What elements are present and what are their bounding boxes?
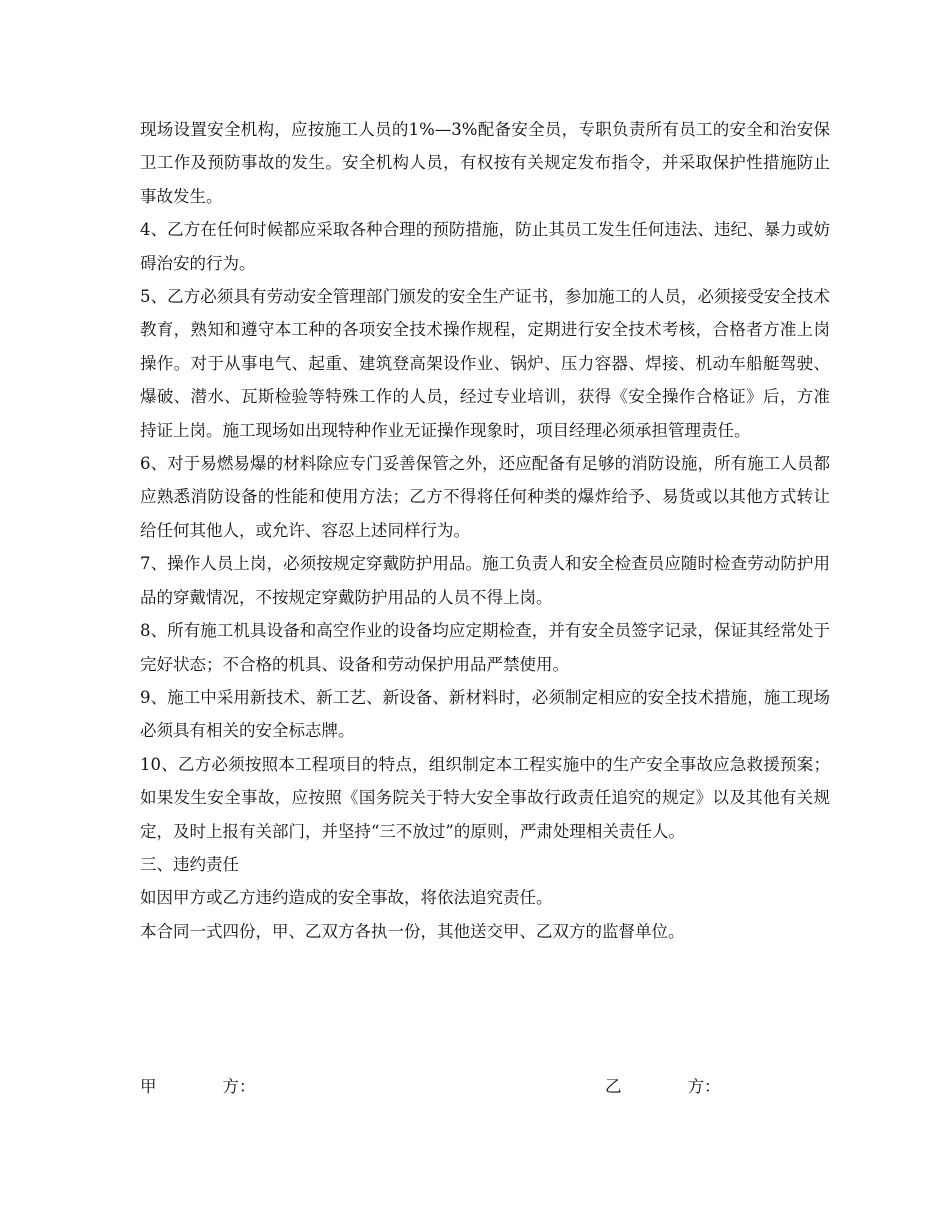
section-heading-liability: 三、违约责任 — [140, 854, 239, 874]
paragraph-item-6: 6、对于易燃易爆的材料除应专门妥善保管之外，还应配备有足够的消防设施，所有施工人员都应熟悉消防设备的性能和使用方法；乙方不得将任何种类的爆炸给予、易货或以其他方式转让给任何其他人，或允许、容忍上述同样行为。 — [140, 454, 830, 540]
party-b-signature-label: 乙 方： — [605, 1077, 721, 1096]
paragraph-item-10: 10、乙方必须按照本工程项目的特点，组织制定本工程实施中的生产安全事故应急救援预案；如果发生安全事故，应按照《国务院关于特大安全事故行政责任追究的规定》以及其他有关规定，及时上报有关部门，并坚持“三不放过”的原则，严肃处理相关责任人。 — [140, 754, 830, 841]
paragraph-item-5: 5、乙方必须具有劳动安全管理部门颁发的安全生产证书，参加施工的人员，必须接受安全技术教育，熟知和遵守本工种的各项安全技术操作规程，定期进行安全技术考核，合格者方准上岗操作。对于从事电气、起重、建筑登高架设作业、锅炉、压力容器、焊接、机动车船艇驾驶、爆破、潜水、瓦斯检验等特殊工作的人员，经过专业培训，获得《安全操作合格证》后，方准持证上岗。施工现场如出现特种作业无证操作现象时，项目经理必须承担管理责任。 — [140, 287, 830, 440]
party-a-signature-label: 甲 方： — [140, 1077, 256, 1096]
paragraph-copies: 本合同一式四份，甲、乙双方各执一份，其他送交甲、乙双方的监督单位。 — [140, 921, 685, 941]
paragraph-item-4: 4、乙方在任何时候都应采取各种合理的预防措施，防止其员工发生任何违法、违纪、暴力或妨碍治安的行为。 — [140, 220, 830, 273]
signature-row — [140, 1070, 830, 1104]
paragraph-item-8: 8、所有施工机具设备和高空作业的设备均应定期检查，并有安全员签字记录，保证其经常处于完好状态；不合格的机具、设备和劳动保护用品严禁使用。 — [140, 621, 830, 674]
paragraph-item-9: 9、施工中采用新技术、新工艺、新设备、新材料时，必须制定相应的安全技术措施，施工现场必须具有相关的安全标志牌。 — [140, 687, 830, 741]
contract-body — [140, 113, 830, 948]
paragraph-liability: 如因甲方或乙方违约造成的安全事故，将依法追究责任。 — [140, 888, 553, 908]
paragraph-item-7: 7、操作人员上岗，必须按规定穿戴防护用品。施工负责人和安全检查员应随时检查劳动防护用品的穿戴情况，不按规定穿戴防护用品的人员不得上岗。 — [140, 554, 830, 607]
paragraph-safety-organization: 现场设置安全机构，应按施工人员的1%—3%配备安全员，专职负责所有员工的安全和治安保卫工作及预防事故的发生。安全机构人员，有权按有关规定发布指令，并采取保护性措施防止事故发生。 — [140, 120, 830, 206]
